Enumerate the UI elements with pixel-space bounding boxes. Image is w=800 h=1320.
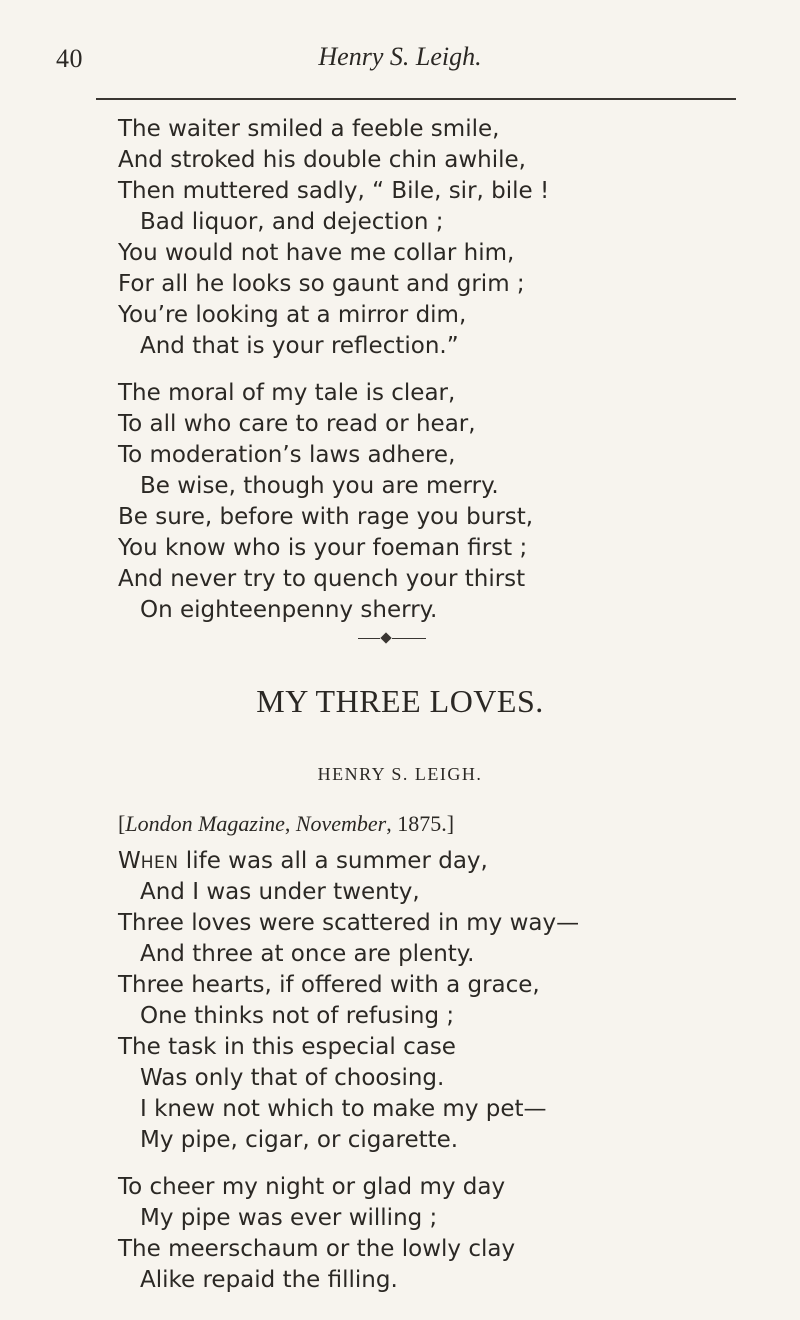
verse-line: Bad liquor, and dejection ; <box>140 209 444 235</box>
poem-title: MY THREE LOVES. <box>256 683 544 719</box>
verse-line: Be sure, before with rage you burst, <box>118 504 534 530</box>
verse-line: On eighteenpenny sherry. <box>140 597 438 623</box>
drop-initial: W <box>118 848 141 874</box>
header-rule <box>96 98 736 100</box>
verse-line: You know who is your foeman first ; <box>118 535 528 561</box>
poem-author: HENRY S. LEIGH. <box>317 764 483 784</box>
verse-line: My pipe was ever willing ; <box>140 1205 438 1231</box>
verse-line: For all he looks so gaunt and grim ; <box>118 271 525 297</box>
source-open-bracket: [ <box>118 811 126 836</box>
verse-line: And never try to quench your thirst <box>118 566 526 592</box>
verse-line: And that is your reflection.” <box>140 333 459 359</box>
source-publication: London Magazine <box>125 811 285 836</box>
verse-line: And three at once are plenty. <box>140 941 475 967</box>
verse-line: Then muttered sadly, “ Bile, sir, bile ! <box>118 178 550 204</box>
verse-line: To moderation’s laws adhere, <box>118 442 456 468</box>
verse-line: I knew not which to make my pet— <box>140 1096 547 1122</box>
running-head: Henry S. Leigh. <box>318 42 482 71</box>
source-year: , 1875.] <box>386 811 455 836</box>
verse-line: To cheer my night or glad my day <box>118 1174 506 1200</box>
verse-line: And stroked his double chin awhile, <box>118 147 526 173</box>
poem-source <box>118 811 454 837</box>
section-ornament <box>358 634 428 644</box>
first-line-rest: life was all a summer day, <box>178 848 488 874</box>
verse-line: You’re looking at a mirror dim, <box>118 302 467 328</box>
verse-line: And I was under twenty, <box>140 879 420 905</box>
diamond-icon <box>380 632 391 643</box>
verse-line: The waiter smiled a feeble smile, <box>118 116 500 142</box>
verse-line: Three hearts, if offered with a grace, <box>118 972 540 998</box>
verse-line: To all who care to read or hear, <box>118 411 476 437</box>
verse-line: One thinks not of refusing ; <box>140 1003 455 1029</box>
verse-line: The task in this especial case <box>118 1034 456 1060</box>
verse-line: Three loves were scattered in my way— <box>118 910 580 936</box>
verse-line: The meerschaum or the lowly clay <box>118 1236 516 1262</box>
verse-line: My pipe, cigar, or cigarette. <box>140 1127 459 1153</box>
verse-line: Alike repaid the filling. <box>140 1267 398 1293</box>
verse-line: You would not have me collar him, <box>118 240 515 266</box>
source-comma: , <box>284 811 296 836</box>
verse-line: Be wise, though you are merry. <box>140 473 499 499</box>
source-month: November <box>295 811 387 836</box>
small-caps-word: HEN <box>140 853 179 873</box>
page-number: 40 <box>56 44 83 73</box>
verse-line <box>118 850 488 873</box>
verse-line: The moral of my tale is clear, <box>118 380 456 406</box>
verse-line: Was only that of choosing. <box>140 1065 445 1091</box>
